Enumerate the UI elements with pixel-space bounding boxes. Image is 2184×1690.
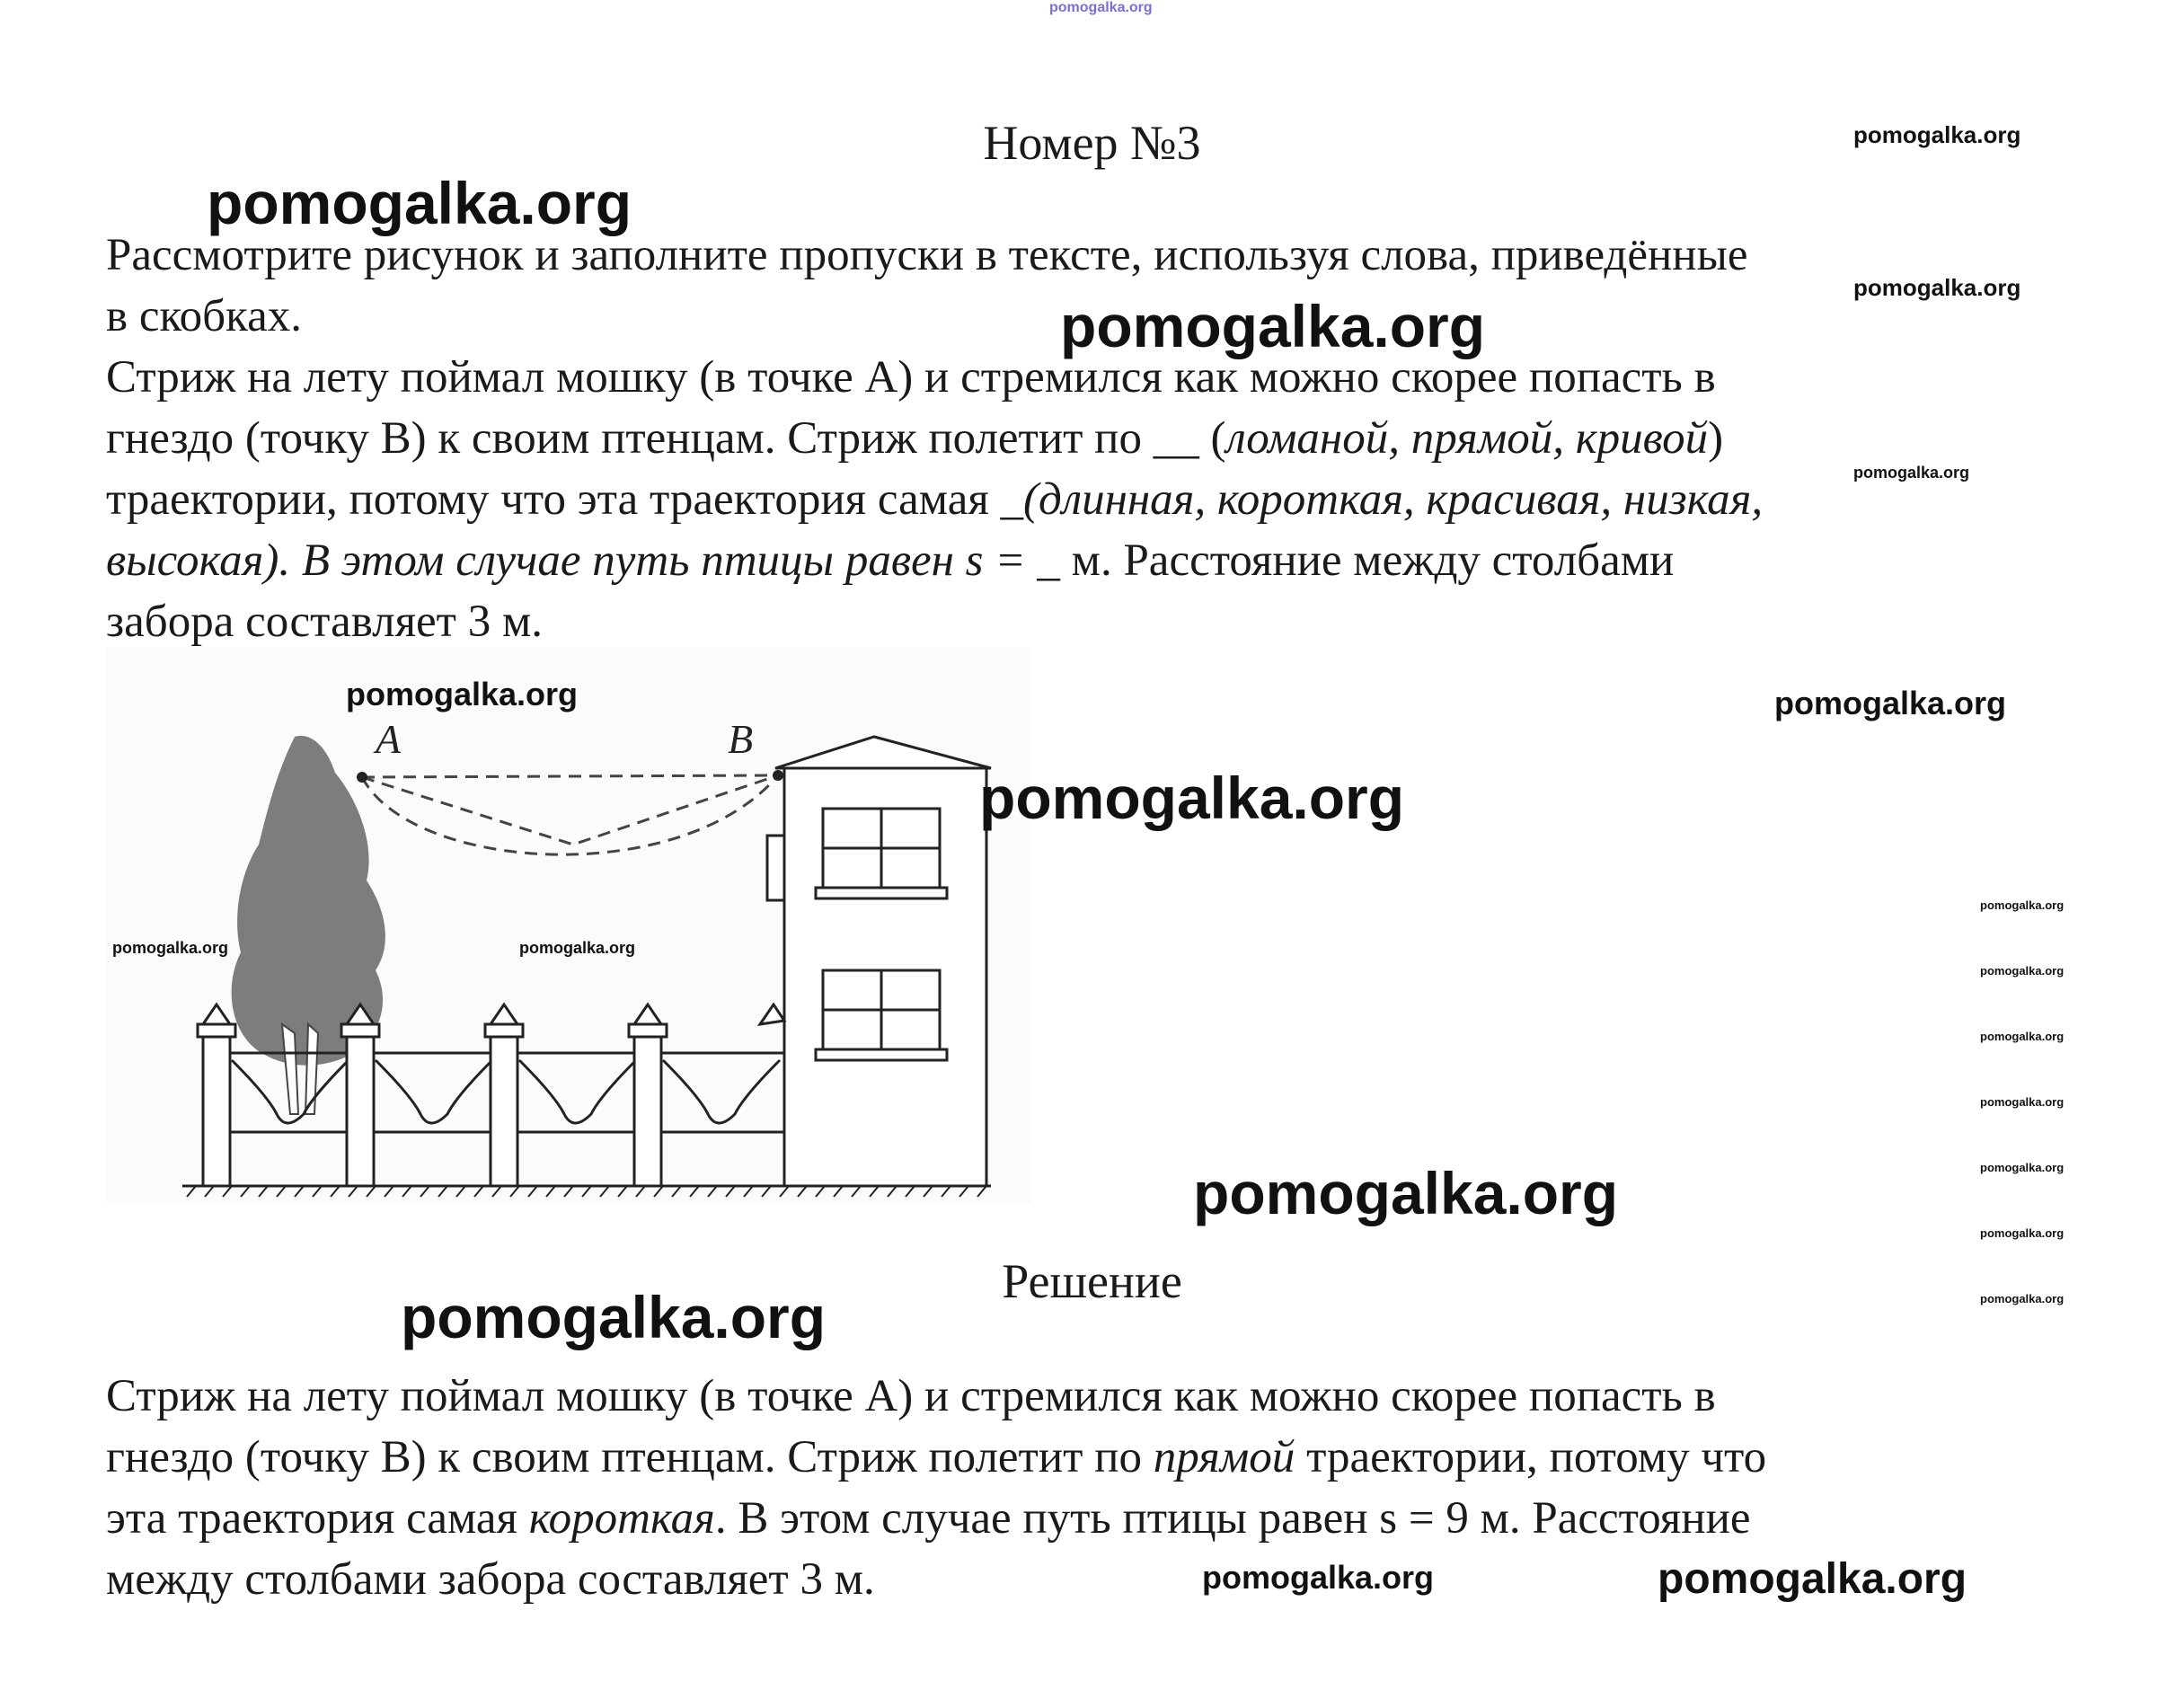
watermark: pomogalka.org <box>1980 1161 2065 1174</box>
task-line-1: Рассмотрите рисунок и заполните пропуски в тексте, используя слова, приведённые <box>106 230 1748 280</box>
watermark: pomogalka.org <box>1980 898 2065 912</box>
task-line-4 <box>106 408 2100 469</box>
watermark: pomogalka.org <box>346 676 579 712</box>
task-line-5-start: траектории, потому что эта траектория самая _ <box>106 474 1024 525</box>
straight-path <box>362 775 778 777</box>
task-line-6-italic: высокая). В этом случае путь птицы равен s = _ <box>106 535 1060 586</box>
task-options-adjective: (длинная, короткая, красивая, низкая, <box>1023 474 1764 525</box>
solution-line-3 <box>106 1488 2100 1549</box>
watermark: pomogalka.org <box>1980 1095 2065 1109</box>
illustration <box>106 647 1031 1204</box>
task-line-2: в скобках. <box>106 291 302 341</box>
solution-line-1: Стриж на лету поймал мошку (в точке А) и стремился как можно скорее попасть в <box>106 1371 1716 1421</box>
watermark: pomogalka.org <box>1202 1559 1435 1596</box>
task-text <box>106 225 2100 652</box>
watermark: pomogalka.org <box>1853 274 2021 301</box>
task-line-4-end: ) <box>1708 413 1724 464</box>
solution-line-2 <box>106 1427 2100 1488</box>
watermark: pomogalka.org <box>1853 121 2021 148</box>
solution-line-2-end: траектории, потому что <box>1295 1432 1767 1482</box>
watermark: pomogalka.org <box>1980 964 2065 978</box>
point-b <box>773 770 783 781</box>
watermark: pomogalka.org <box>519 939 636 957</box>
solution-line-4: между столбами забора составляет 3 м. <box>106 1554 875 1605</box>
solution-line-3-start: эта траектория самая <box>106 1493 529 1544</box>
watermark: pomogalka.org <box>979 765 1405 831</box>
solution-title: Решение <box>1002 1254 1182 1308</box>
solution-answer-straight: прямой <box>1153 1432 1295 1482</box>
task-options-trajectory: ломаной, прямой, кривой <box>1225 413 1709 464</box>
watermark: pomogalka.org <box>401 1284 827 1350</box>
task-line-4-start: гнездо (точку В) к своим птенцам. Стриж полетит по __ ( <box>106 413 1226 464</box>
house-icon <box>767 737 991 1186</box>
solution-line-3-end: . В этом случае путь птицы равен s = 9 м. Расстояние <box>714 1493 1751 1544</box>
watermark: pomogalka.org <box>1060 293 1486 359</box>
task-line-6 <box>106 530 2100 591</box>
watermark: pomogalka.org <box>1980 1226 2065 1240</box>
broken-path <box>362 775 778 845</box>
page-title: Номер №3 <box>983 116 1201 170</box>
label-b: B <box>728 716 754 762</box>
watermark: pomogalka.org <box>1980 1030 2065 1043</box>
task-line-3: Стриж на лету поймал мошку (в точке А) и стремился как можно скорее попасть в <box>106 352 1716 403</box>
watermark: pomogalka.org <box>1980 1292 2065 1305</box>
watermark: pomogalka.org <box>1774 685 2007 721</box>
watermark: pomogalka.org <box>1853 464 1970 482</box>
watermark: pomogalka.org <box>1658 1555 1967 1603</box>
task-line-5 <box>106 469 2100 530</box>
watermark: pomogalka.org <box>207 170 632 236</box>
flight-paths <box>362 775 778 854</box>
solution-answer-short: короткая <box>528 1493 715 1544</box>
point-a <box>357 772 367 783</box>
label-a: A <box>376 716 402 762</box>
ground-icon <box>182 1186 991 1197</box>
task-line-7: забора составляет 3 м. <box>106 597 543 647</box>
header-watermark: pomogalka.org <box>1049 0 1153 15</box>
task-line-6-end: м. Расстояние между столбами <box>1059 535 1675 586</box>
solution-line-2-start: гнездо (точку В) к своим птенцам. Стриж полетит по <box>106 1432 1154 1482</box>
watermark: pomogalka.org <box>1193 1160 1619 1226</box>
illustration-drawing <box>106 647 1031 1204</box>
watermark: pomogalka.org <box>112 939 229 957</box>
